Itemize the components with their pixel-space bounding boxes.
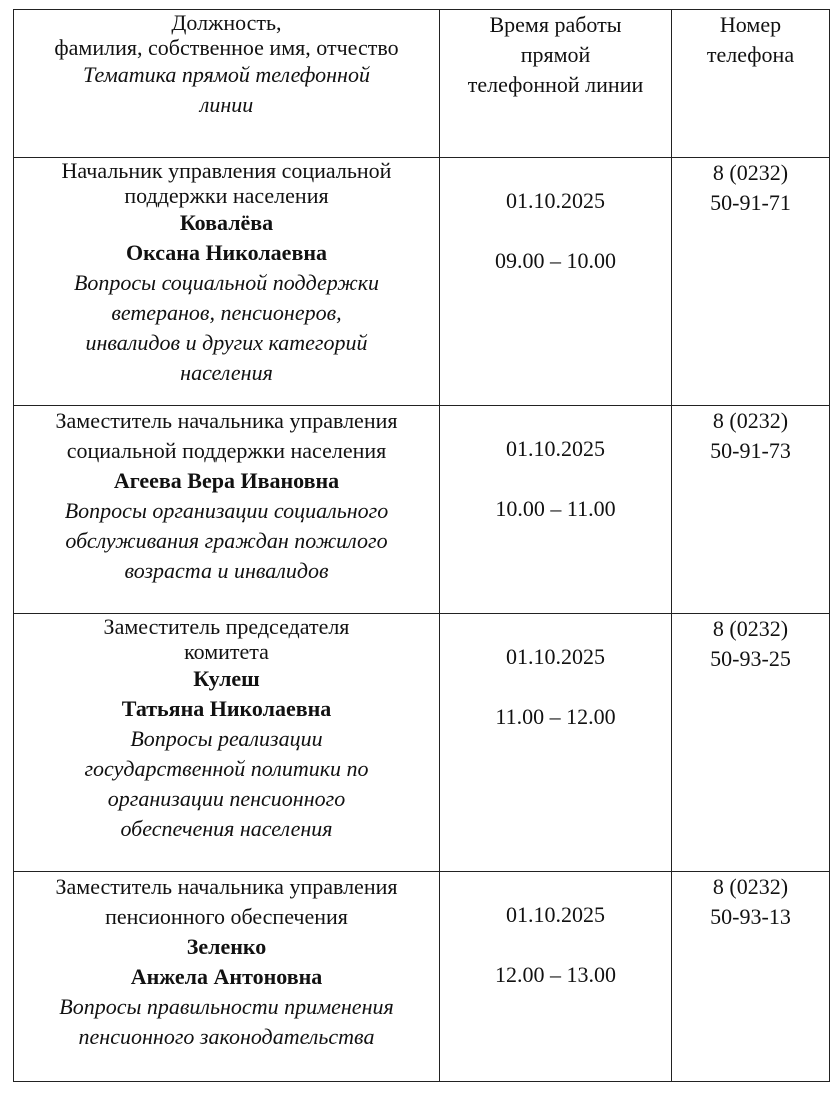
header-phone-line: телефона xyxy=(706,42,795,67)
person-name-line: Кулеш xyxy=(193,666,260,691)
topic-line: ветеранов, пенсионеров, xyxy=(111,300,342,325)
topic-line: государственной политики по xyxy=(84,756,369,781)
position-line: поддержки населения xyxy=(124,183,329,208)
header-topic-line: Тематика прямой телефонной xyxy=(83,62,370,87)
topic-line: возраста и инвалидов xyxy=(124,558,329,583)
header-topic-line: линии xyxy=(199,92,254,117)
header-time-cell xyxy=(440,10,672,158)
phone-number: 50-93-13 xyxy=(710,904,791,929)
phone-cell xyxy=(672,406,830,614)
phone-code: 8 (0232) xyxy=(712,874,789,899)
person-cell xyxy=(14,406,440,614)
topic-line: обслуживания граждан пожилого xyxy=(65,528,388,553)
hotline-hours: 11.00 – 12.00 xyxy=(495,704,616,729)
table-row xyxy=(14,406,830,614)
topic-line: организации пенсионного xyxy=(107,786,346,811)
person-name-line: Оксана Николаевна xyxy=(126,240,327,265)
header-time-line: прямой xyxy=(520,42,591,67)
person-cell xyxy=(14,158,440,406)
topic-line: пенсионного законодательства xyxy=(78,1024,375,1049)
header-phone-line: Номер xyxy=(719,12,782,37)
time-cell xyxy=(440,158,672,406)
topic-line: Вопросы социальной поддержки xyxy=(73,270,380,295)
topic-line: Вопросы организации социального xyxy=(64,498,389,523)
topic-line: населения xyxy=(180,360,273,385)
header-time-line: телефонной линии xyxy=(467,72,644,97)
person-cell xyxy=(14,872,440,1082)
table-row xyxy=(14,614,830,872)
time-cell xyxy=(440,406,672,614)
phone-code: 8 (0232) xyxy=(712,616,789,641)
person-name-line: Зеленко xyxy=(186,934,267,959)
person-name-line: Татьяна Николаевна xyxy=(121,696,332,721)
topic-line: Вопросы правильности применения xyxy=(59,994,394,1019)
phone-cell xyxy=(672,872,830,1082)
phone-code: 8 (0232) xyxy=(712,160,789,185)
table-header-row xyxy=(14,10,830,158)
position-line: социальной поддержки населения xyxy=(66,438,387,463)
hotline-hours: 09.00 – 10.00 xyxy=(495,248,616,273)
phone-number: 50-93-25 xyxy=(710,646,791,671)
header-position-cell xyxy=(14,10,440,158)
time-cell xyxy=(440,872,672,1082)
topic-line: обеспечения населения xyxy=(120,816,333,841)
header-time-line: Время работы xyxy=(489,12,622,37)
hotline-hours: 10.00 – 11.00 xyxy=(495,496,616,521)
phone-cell xyxy=(672,614,830,872)
phone-number: 50-91-73 xyxy=(710,438,791,463)
position-line: пенсионного обеспечения xyxy=(105,904,348,929)
person-name-line: Анжела Антоновна xyxy=(130,964,323,989)
hotline-hours: 12.00 – 13.00 xyxy=(495,962,616,987)
person-name-line: Ковалёва xyxy=(179,210,274,235)
position-line: Заместитель начальника управления xyxy=(55,408,398,433)
hotline-schedule-table xyxy=(13,9,830,1082)
person-cell xyxy=(14,614,440,872)
header-position-line: фамилия, собственное имя, отчество xyxy=(54,35,399,60)
phone-number: 50-91-71 xyxy=(710,190,791,215)
person-name-line: Агеева Вера Ивановна xyxy=(113,468,340,493)
position-line: комитета xyxy=(184,639,269,664)
hotline-date: 01.10.2025 xyxy=(506,902,605,927)
phone-code: 8 (0232) xyxy=(712,408,789,433)
time-cell xyxy=(440,614,672,872)
hotline-date: 01.10.2025 xyxy=(506,188,605,213)
table-row xyxy=(14,158,830,406)
topic-line: инвалидов и других категорий xyxy=(85,330,368,355)
header-phone-cell xyxy=(672,10,830,158)
header-position-line: Должность, xyxy=(171,10,282,35)
hotline-date: 01.10.2025 xyxy=(506,436,605,461)
topic-line: Вопросы реализации xyxy=(130,726,323,751)
position-line: Заместитель председателя xyxy=(103,614,350,639)
hotline-date: 01.10.2025 xyxy=(506,644,605,669)
position-line: Начальник управления социальной xyxy=(61,158,392,183)
table-row xyxy=(14,872,830,1082)
position-line: Заместитель начальника управления xyxy=(55,874,398,899)
phone-cell xyxy=(672,158,830,406)
